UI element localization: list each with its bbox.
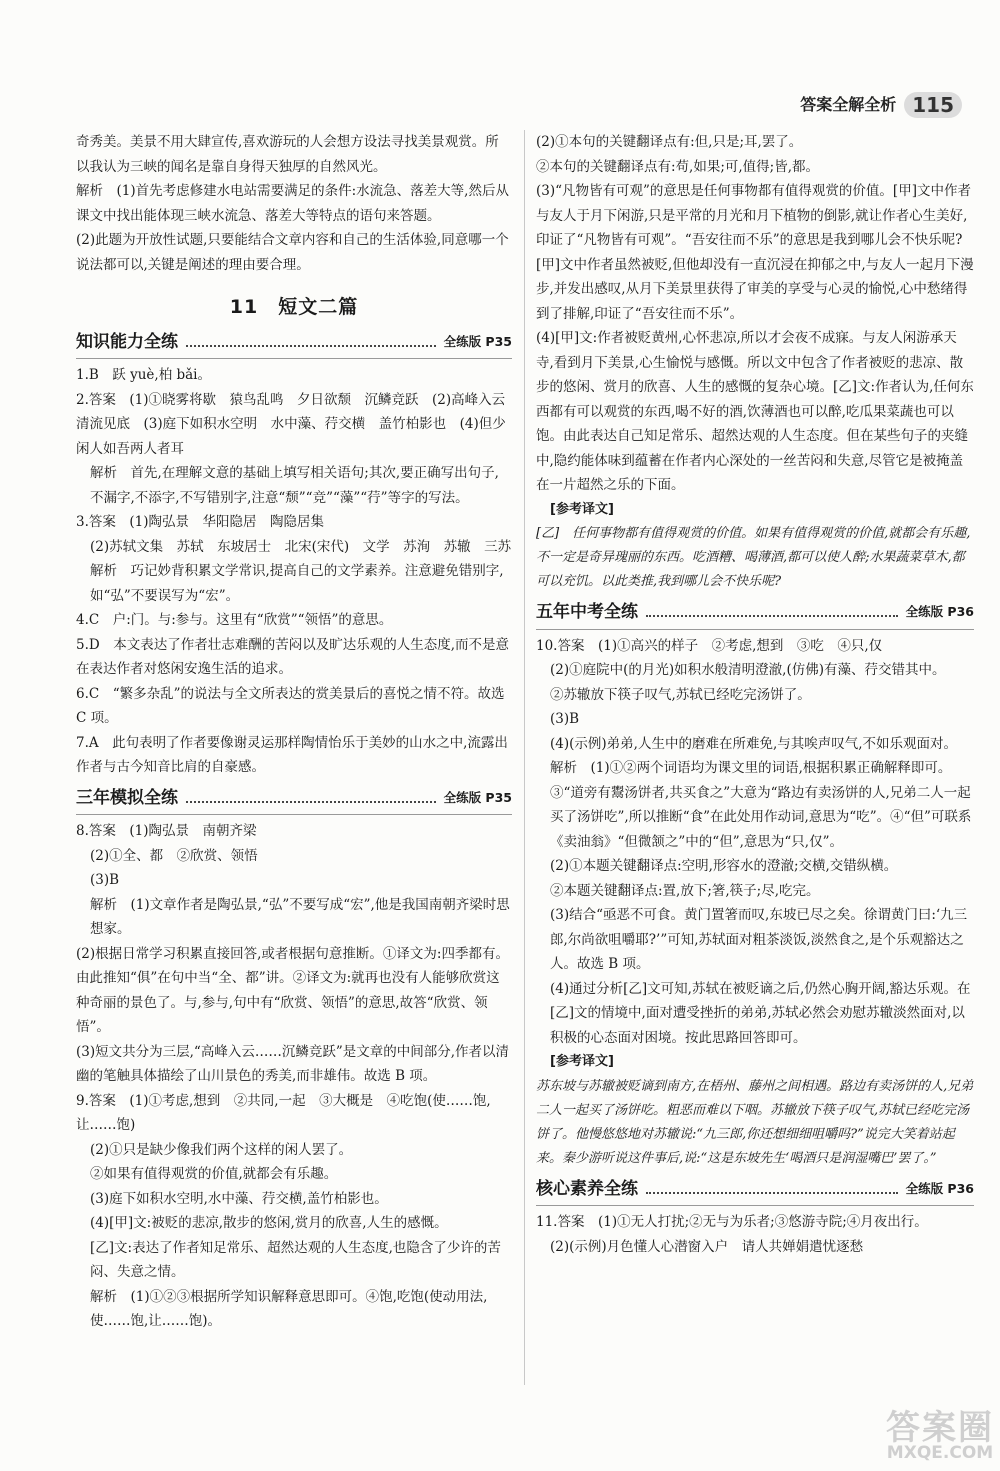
answer-item: 1.B 跃 yuè,柏 bǎi。 — [76, 367, 211, 383]
answer-item: 8.答案 (1)陶弘景 南朝齐梁 — [76, 823, 257, 839]
answer-item: 6.C “繁多杂乱”的说法与全文所表达的赏美景后的喜悦之情不符。故选 C 项。 — [76, 685, 505, 726]
reference-translation: [乙] 任何事物都有值得观赏的价值。如果有值得观赏的价值,就都会有乐趣,不一定是奇异瑰丽的东西。吃酒糟、喝薄酒,都可以使人醉;水果蔬菜草木,都可以充饥。以此类推,我到哪儿会不快乐呢? — [536, 526, 971, 589]
answer-item: (4)通过分析[乙]文可知,苏轼在被贬谪之后,仍然心胸开阔,豁达乐观。在[乙]文的情境中,面对遭受挫折的弟弟,苏轼必然会劝慰苏辙淡然面对,以积极的心态面对困境。按此思路回答即可。 — [550, 980, 971, 1046]
answer-item: (3)短文共分为三层,“高峰入云……沉鳞竞跃”是文章的中间部分,作者以清幽的笔触具体描绘了山川景色的秀美,而非雄伟。故选 B 项。 — [76, 1043, 510, 1084]
dotted-leader — [186, 345, 436, 347]
answer-item: 7.A 此句表明了作者要像谢灵运那样陶情怡乐于美妙的山水之中,流露出作者与古今知音比肩的自豪感。 — [76, 734, 508, 775]
section-header — [536, 600, 974, 625]
answer-item: (2)根据日常学习积累直接回答,或者根据句意推断。①译文为:四季都有。由此推知“俱”在句中当“全、都”讲。②译文为:就再也没有人能够欣赏这种奇丽的景色了。与,参与,句中有“欣赏、领悟”的意思,故答“欣赏、领悟”。 — [76, 945, 509, 1035]
answer-item: (2)①庭院中(的月光)如积水般清明澄澈,(仿佛)有藻、荇交错其中。 — [550, 662, 946, 678]
answer-item: 解析 (1)文章作者是陶弘景,“弘”不要写成“宏”,他是我国南朝齐梁时思想家。 — [90, 896, 510, 937]
section-title: 五年中考全练 — [536, 602, 638, 622]
section-header — [76, 786, 512, 811]
section-version: 全练版 P36 — [905, 604, 974, 619]
answer-item: [乙]文:表达了作者知足常乐、超然达观的人生态度,也隐含了少许的苦闷、失意之情。 — [90, 1239, 501, 1280]
dotted-leader — [646, 1192, 898, 1194]
answer-item: (4)[甲]文:作者被贬黄州,心怀悲凉,所以才会夜不成寐。与友人闲游承天寺,看到月下美景,心生愉悦与感慨。所以文中包含了作者被贬的悲凉、散步的悠闲、赏月的欣喜、人生的感慨的复杂心境。[乙]文:作者认为,任何东西都有可以观赏的东西,喝不好的酒,饮薄酒也可以醉,吃瓜果菜蔬也可以饱。由此表达自己知足常乐、超然达观的人生态度。但在某些句子的夹缝中,隐约能体味到蕴蓄在作者内心深处的一丝苦闷和失意,尽管它是被掩盖在一片超然之乐的下面。 — [536, 330, 974, 493]
answer-item: 解析 (1)①②③根据所学知识解释意思即可。④饱,吃饱(使动用法,使……饱,让……饱)。 — [90, 1288, 488, 1329]
dotted-leader — [646, 615, 898, 617]
section-rule — [536, 1205, 974, 1206]
section-rule — [76, 358, 512, 359]
column-divider — [524, 130, 525, 1385]
answer-item: ②苏辙放下筷子叹气,苏轼已经吃完汤饼了。 — [550, 686, 811, 703]
chapter-title: 11 短文二篇 — [229, 296, 359, 318]
answer-item: (2)①本题关键翻译点:空明,形容水的澄澈;交横,交错纵横。 — [550, 858, 898, 874]
answer-item: (3)结合“亟恶不可食。黄门置箸而叹,东坡已尽之矣。徐谓黄门曰:‘九三郎,尔尚欲咀嚼耶?’”可知,苏轼面对粗茶淡饭,淡然食之,是个乐观豁达之人。故选 B 项。 — [550, 907, 968, 972]
watermark-url: MXQE.COM — [886, 1442, 994, 1463]
answer-item: (4)(示例)弟弟,人生中的磨难在所难免,与其唉声叹气,不如乐观面对。 — [550, 735, 958, 752]
answer-item: 10.答案 (1)①高兴的样子 ②考虑,想到 ③吃 ④只,仅 — [536, 637, 883, 654]
section-title: 知识能力全练 — [76, 331, 178, 352]
paragraph: 奇秀美。美景不用大肆宣传,喜欢游玩的人会想方设法寻找美景观赏。所以我认为三峡的闻名是靠自身得天独厚的自然风光。 — [76, 134, 499, 175]
answer-item: (2)①全、都 ②欣赏、领悟 — [90, 847, 258, 864]
watermark — [886, 1408, 994, 1465]
section-header — [76, 330, 512, 355]
section-version: 全练版 P35 — [443, 333, 512, 349]
left-column — [76, 130, 519, 1334]
answer-item: 解析 首先,在理解文意的基础上填写相关语句;其次,要正确写出句子,不漏字,不添字,不写错别字,注意“颓”“竞”“藻”“荇”等字的写法。 — [90, 465, 499, 506]
page-header — [800, 92, 962, 118]
section-version: 全练版 P35 — [443, 789, 512, 805]
section-rule — [536, 629, 974, 630]
page-number: 115 — [904, 92, 962, 119]
paragraph: 解析 (1)首先考虑修建水电站需要满足的条件:水流急、落差大等,然后从课文中找出能体现三峡水流急、落差大等特点的语句来答题。 — [76, 183, 509, 224]
right-column — [536, 130, 974, 1259]
reference-label: [参考译文] — [550, 501, 614, 517]
answer-item: (3)庭下如积水空明,水中藻、荇交横,盖竹柏影也。 — [90, 1190, 388, 1207]
answer-item: 5.D 本文表达了作者壮志难酬的苦闷以及旷达乐观的人生态度,而不是意在表达作者对悠闲安逸生活的追求。 — [76, 636, 509, 677]
header-title: 答案全解全析 — [800, 94, 897, 114]
answer-item: (3)B — [90, 872, 120, 888]
answer-item: (3)B — [550, 711, 580, 727]
reference-label: [参考译文] — [550, 1054, 614, 1069]
answer-item: ②本题关键翻译点:置,放下;箸,筷子;尽,吃完。 — [550, 882, 820, 899]
answer-item: 11.答案 (1)①无人打扰;②无与为乐者;③悠游寺院;④月夜出行。 — [536, 1214, 928, 1230]
answer-item: 2.答案 (1)①晓雾将歇 猿鸟乱鸣 夕日欲颓 沉鳞竞跃 (2)高峰入云 清流见底 (3)庭下如积水空明 水中藻、荇交横 盖竹柏影也 (4)但少闲人如吾两人者耳 — [76, 391, 519, 457]
answer-item: 解析 巧记妙背积累文学常识,提高自己的文学素养。注意避免错别字,如“弘”不要误写为“宏”。 — [90, 563, 504, 604]
answer-item: ②本句的关键翻译点有:苟,如果;可,值得;皆,都。 — [536, 158, 820, 175]
section-title: 核心素养全练 — [536, 1178, 638, 1199]
answer-item: (2)苏轼文集 苏轼 东坡居士 北宋(宋代) 文学 苏洵 苏辙 三苏 — [90, 538, 512, 555]
answer-item: (3)“凡物皆有可观”的意思是任何事物都有值得观赏的价值。[甲]文中作者与友人于月下闲游,只是平常的月光和月下植物的倒影,就让作者心生美好,印证了“凡物皆有可观”。“吾安往而不乐”的意思是我到哪儿会不快乐呢?[甲]文中作者虽然被贬,但他却没有一直沉浸在抑郁之中,与友人一起月下漫步,并发出感叹,从月下美景里获得了审美的享受与心灵的愉悦,心中愁绪得到了排解,印证了“吾安往而不乐”。 — [536, 183, 974, 322]
section-title: 三年模拟全练 — [76, 787, 178, 808]
answer-item: ②如果有值得观赏的价值,就都会有乐趣。 — [90, 1166, 338, 1182]
paragraph: (2)此题为开放性试题,只要能结合文章内容和自己的生活体验,同意哪一个说法都可以,关键是阐述的理由要合理。 — [76, 232, 509, 273]
section-header — [536, 1177, 974, 1202]
answer-item: 3.答案 (1)陶弘景 华阳隐居 陶隐居集 — [76, 514, 325, 530]
answer-item: 4.C 户:门。与:参与。这里有“欣赏”“领悟”的意思。 — [76, 612, 393, 628]
section-rule — [76, 814, 512, 815]
answer-item: (2)①本句的关键翻译点有:但,只是;耳,罢了。 — [536, 134, 803, 150]
watermark-logo: 答案圈 — [886, 1408, 994, 1448]
section-version: 全练版 P36 — [905, 1180, 974, 1196]
answer-item: 解析 (1)①②两个词语均为课文里的词语,根据积累正确解释即可。③“道旁有鬻汤饼者,共买食之”大意为“路边有卖汤饼的人,兄弟二人一起买了汤饼吃”,所以推断“食”在此处用作动词,意思为“吃”。④“但”可联系《卖油翁》“但微颔之”中的“但”,意思为“只,仅”。 — [550, 760, 972, 850]
answer-item: (4)[甲]文:被贬的悲凉,散步的悠闲,赏月的欣喜,人生的感慨。 — [90, 1215, 448, 1231]
answer-item: (2)(示例)月色懂人心潜窗入户 请人共婵娟遣忧逐愁 — [550, 1238, 864, 1255]
reference-translation: 苏东坡与苏辙被贬谪到南方,在梧州、藤州之间相遇。路边有卖汤饼的人,兄弟二人一起买了汤饼吃。粗恶而难以下咽。苏辙放下筷子叹气,苏轼已经吃完汤饼了。他慢悠悠地对苏辙说:“九三郎,你还想细细咀嚼吗?”说完大笑着站起来。秦少游听说这件事后,说:“这是东坡先生‘喝酒只是润湿嘴巴’罢了。” — [536, 1078, 974, 1166]
answer-item: 9.答案 (1)①考虑,想到 ②共同,一起 ③大概是 ④吃饱(使……饱,让……饱) — [76, 1092, 491, 1133]
answer-item: (2)①只是缺少像我们两个这样的闲人罢了。 — [90, 1141, 353, 1158]
dotted-leader — [186, 801, 436, 803]
